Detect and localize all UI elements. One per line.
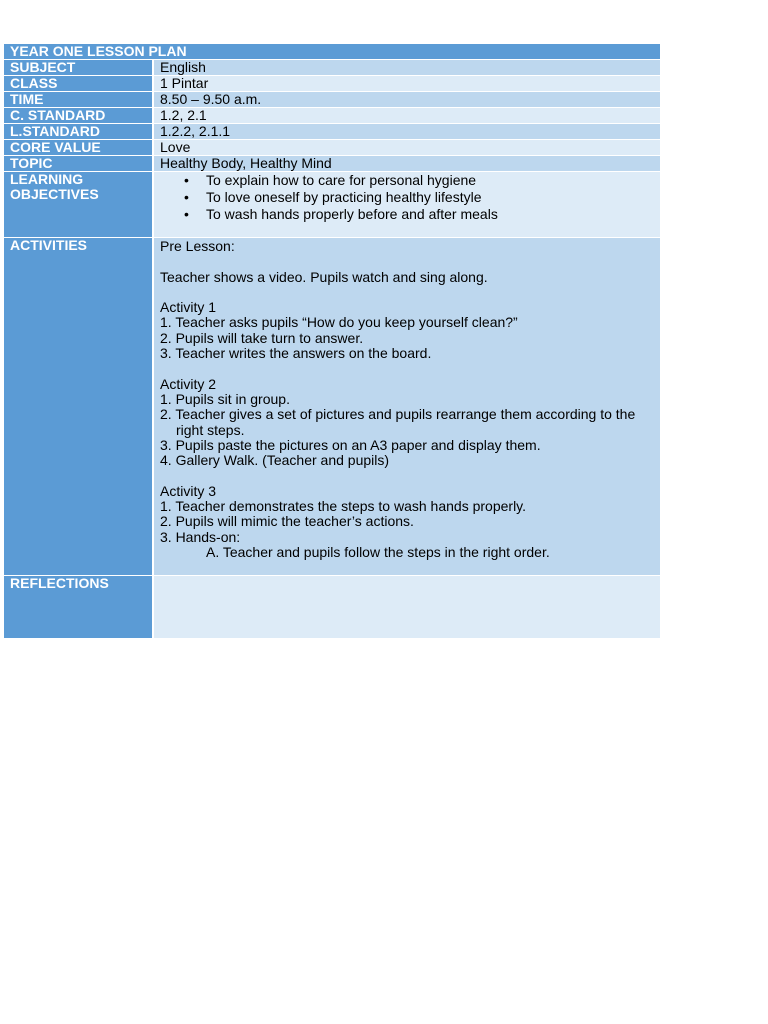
objective-item: • To love oneself by practicing healthy lifestyle xyxy=(184,189,482,205)
topic-value: Healthy Body, Healthy Mind xyxy=(153,156,660,172)
objectives-row xyxy=(4,172,660,238)
objectives-value xyxy=(153,172,660,238)
activities-content xyxy=(160,238,654,560)
lesson-plan-table xyxy=(4,44,660,639)
pre-lesson-text: Teacher shows a video. Pupils watch and sing along. xyxy=(160,268,488,285)
title-row xyxy=(4,44,660,60)
reflections-value xyxy=(153,576,660,639)
class-label: CLASS xyxy=(4,76,153,92)
activity1-step: 3. Teacher writes the answers on the board. xyxy=(160,345,432,362)
l-standard-row xyxy=(4,124,660,140)
activity1-step: 1. Teacher asks pupils “How do you keep yourself clean?” xyxy=(160,314,518,331)
reflections-label: REFLECTIONS xyxy=(4,576,153,639)
objectives-label: LEARNING OBJECTIVES xyxy=(4,172,153,238)
activity1-heading: Activity 1 xyxy=(160,299,217,316)
activity3-heading: Activity 3 xyxy=(160,482,217,499)
activities-label: ACTIVITIES xyxy=(4,238,153,576)
reflections-row xyxy=(4,576,660,639)
activity2-step: 4. Gallery Walk. (Teacher and pupils) xyxy=(160,452,390,469)
time-value: 8.50 – 9.50 a.m. xyxy=(153,92,660,108)
l-standard-value: 1.2.2, 2.1.1 xyxy=(153,124,660,140)
activities-row xyxy=(4,238,660,576)
class-value: 1 Pintar xyxy=(153,76,660,92)
topic-label: TOPIC xyxy=(4,156,153,172)
activity2-heading: Activity 2 xyxy=(160,375,217,392)
lesson-plan-title: YEAR ONE LESSON PLAN xyxy=(4,44,660,60)
core-value-value: Love xyxy=(153,140,660,156)
topic-row xyxy=(4,156,660,172)
c-standard-row xyxy=(4,108,660,124)
core-value-row xyxy=(4,140,660,156)
activity3-step: 1. Teacher demonstrates the steps to wash hands properly. xyxy=(160,498,527,515)
subject-row xyxy=(4,60,660,76)
time-row xyxy=(4,92,660,108)
l-standard-label: L.STANDARD xyxy=(4,124,153,140)
subject-value: English xyxy=(153,60,660,76)
c-standard-label: C. STANDARD xyxy=(4,108,153,124)
objective-item: • To wash hands properly before and after meals xyxy=(184,206,498,222)
activity3-step: 3. Hands-on: xyxy=(160,528,241,545)
bullet-icon: • xyxy=(184,172,189,188)
subject-label: SUBJECT xyxy=(4,60,153,76)
objective-item: • To explain how to care for personal hygiene xyxy=(184,172,477,188)
objectives-list xyxy=(160,172,654,223)
activity2-step: 3. Pupils paste the pictures on an A3 paper and display them. xyxy=(160,436,541,453)
activity2-step: 1. Pupils sit in group. xyxy=(160,390,290,407)
c-standard-value: 1.2, 2.1 xyxy=(153,108,660,124)
core-value-label: CORE VALUE xyxy=(4,140,153,156)
activity1-step: 2. Pupils will take turn to answer. xyxy=(160,329,364,346)
activity2-step: 2. Teacher gives a set of pictures and pupils rearrange them according to the right steps. xyxy=(160,406,640,438)
bullet-icon: • xyxy=(184,206,189,222)
activity3-step: 2. Pupils will mimic the teacher’s actions. xyxy=(160,513,414,530)
class-row xyxy=(4,76,660,92)
time-label: TIME xyxy=(4,92,153,108)
activities-value xyxy=(153,238,660,576)
bullet-icon: • xyxy=(184,189,189,205)
pre-lesson-heading: Pre Lesson: xyxy=(160,238,235,254)
activity3-substep: A. Teacher and pupils follow the steps in the right order. xyxy=(206,543,550,560)
